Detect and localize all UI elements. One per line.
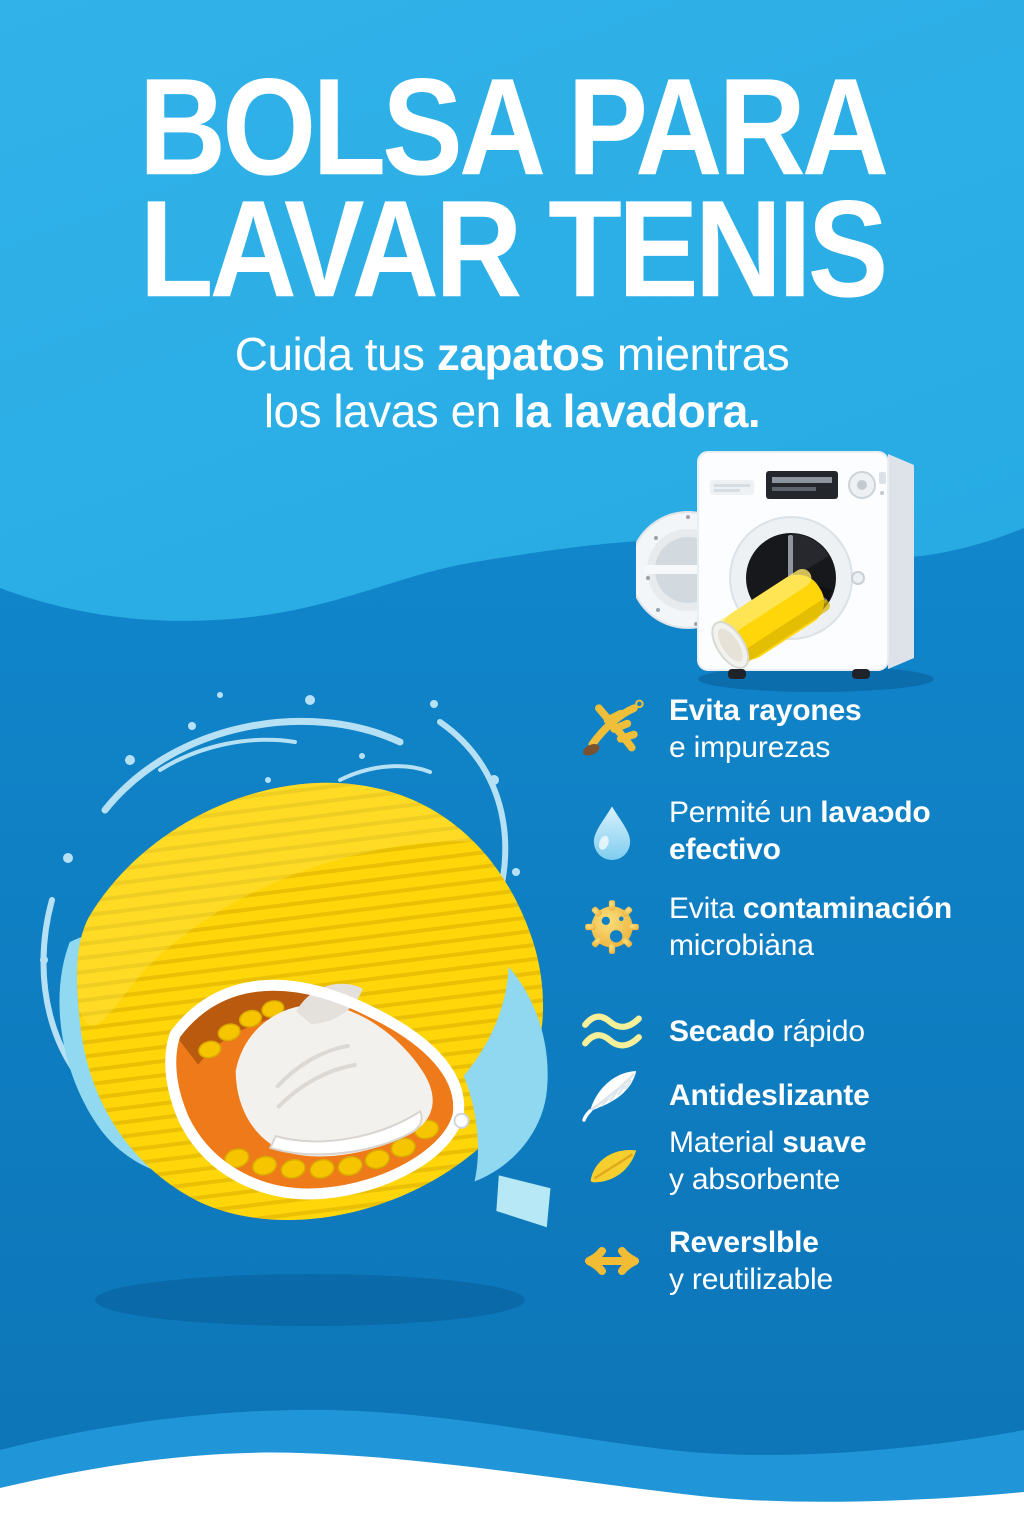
feature-text: Evita rayones e impurezas — [669, 694, 862, 764]
feature-list — [575, 0, 1005, 1536]
feature-text: Secado rápido — [669, 1014, 865, 1048]
feature-item — [575, 1124, 1005, 1198]
shoe-bag-illustration — [10, 660, 590, 1350]
water-drop-icon — [575, 794, 649, 868]
drying-waves-icon — [575, 994, 649, 1068]
leaf-icon — [575, 1124, 649, 1198]
feature-item — [575, 1224, 1005, 1298]
no-scratch-icon — [575, 692, 649, 766]
feature-text: Permité un lavaɔdo efectivo — [669, 796, 931, 866]
title-line-2: LAVAR TENIS — [139, 170, 885, 326]
microbe-icon — [575, 890, 649, 964]
reversible-arrow-icon — [575, 1224, 649, 1298]
feature-text: Reverslble y reutilizable — [669, 1226, 833, 1296]
bag-tab — [488, 1164, 559, 1238]
feature-text: Antideslizante — [669, 1078, 870, 1112]
feature-item — [575, 692, 1005, 766]
feather-icon — [575, 1058, 649, 1132]
feature-text: Material suave y absorbente — [669, 1126, 867, 1196]
feature-item — [575, 890, 1005, 964]
feature-item — [575, 1058, 1005, 1132]
feature-item — [575, 994, 1005, 1068]
feature-item — [575, 794, 1005, 868]
feature-text: Evita contaminación microbiȧna — [669, 892, 952, 962]
subtitle: Cuida tus zapatos mientras los lavas en la lavadora. — [234, 328, 790, 437]
title-line-1: BOLSA PARA — [138, 48, 886, 204]
